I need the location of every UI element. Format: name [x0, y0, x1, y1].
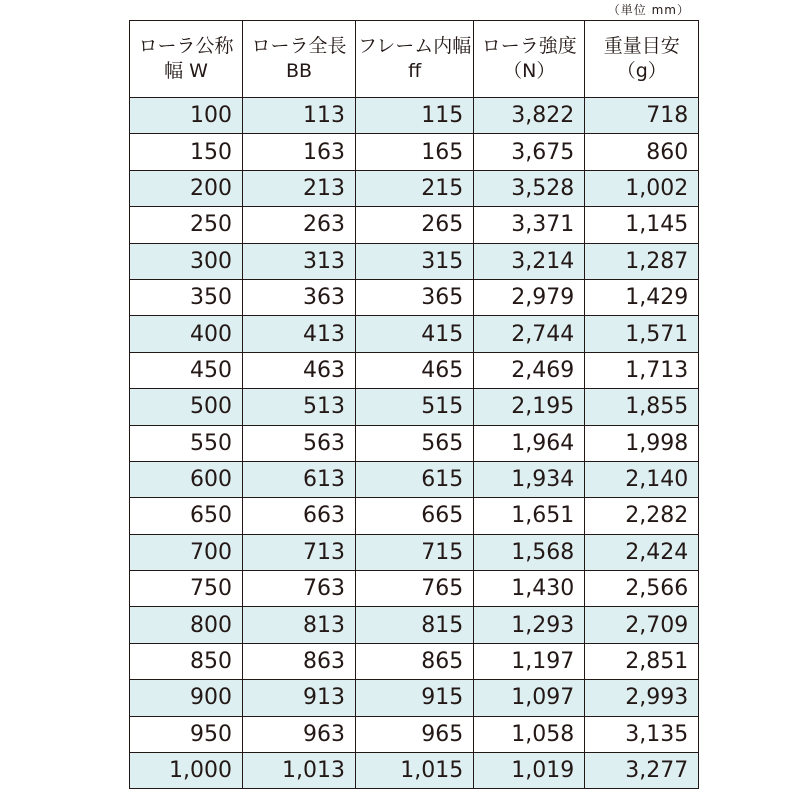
cell-weight: 3,277 — [585, 753, 699, 789]
cell-roller-strength: 1,430 — [474, 571, 585, 607]
header-roller-strength — [474, 21, 585, 98]
cell-nominal-width: 400 — [130, 316, 243, 352]
header-roller-length — [243, 21, 356, 98]
cell-roller-strength: 1,964 — [474, 425, 585, 461]
cell-frame-inner-width: 965 — [356, 716, 474, 752]
cell-weight: 1,571 — [585, 316, 699, 352]
table-row — [130, 571, 699, 607]
cell-nominal-width: 150 — [130, 134, 243, 170]
table-row — [130, 716, 699, 752]
table-row — [130, 134, 699, 170]
cell-roller-strength: 3,675 — [474, 134, 585, 170]
table-row — [130, 461, 699, 497]
header-weight — [585, 21, 699, 98]
cell-nominal-width: 350 — [130, 279, 243, 315]
cell-roller-strength: 1,097 — [474, 680, 585, 716]
table-row — [130, 534, 699, 570]
cell-weight: 860 — [585, 134, 699, 170]
cell-weight: 1,002 — [585, 170, 699, 206]
cell-roller-length: 813 — [243, 607, 356, 643]
cell-nominal-width: 250 — [130, 207, 243, 243]
cell-roller-length: 413 — [243, 316, 356, 352]
cell-nominal-width: 750 — [130, 571, 243, 607]
table-row — [130, 279, 699, 315]
header-line: ff — [408, 60, 422, 82]
cell-weight: 2,993 — [585, 680, 699, 716]
table-row — [130, 316, 699, 352]
cell-frame-inner-width: 415 — [356, 316, 474, 352]
cell-frame-inner-width: 165 — [356, 134, 474, 170]
cell-nominal-width: 200 — [130, 170, 243, 206]
cell-frame-inner-width: 215 — [356, 170, 474, 206]
header-line: 重量目安 — [603, 35, 680, 57]
cell-weight: 2,424 — [585, 534, 699, 570]
cell-weight: 1,429 — [585, 279, 699, 315]
cell-nominal-width: 450 — [130, 352, 243, 388]
cell-frame-inner-width: 515 — [356, 389, 474, 425]
cell-nominal-width: 900 — [130, 680, 243, 716]
cell-frame-inner-width: 815 — [356, 607, 474, 643]
cell-frame-inner-width: 465 — [356, 352, 474, 388]
header-nominal-width — [130, 21, 243, 98]
table-body — [130, 98, 699, 789]
cell-weight: 1,145 — [585, 207, 699, 243]
cell-weight: 1,287 — [585, 243, 699, 279]
cell-weight: 1,998 — [585, 425, 699, 461]
cell-roller-length: 213 — [243, 170, 356, 206]
cell-roller-strength: 2,979 — [474, 279, 585, 315]
table-row — [130, 498, 699, 534]
header-line: ローラ強度 — [481, 35, 577, 57]
table-row — [130, 389, 699, 425]
cell-roller-strength: 1,058 — [474, 716, 585, 752]
header-line: フレーム内幅 — [358, 35, 472, 57]
cell-frame-inner-width: 115 — [356, 98, 474, 134]
cell-weight: 2,851 — [585, 643, 699, 679]
header-line: 幅 W — [164, 60, 208, 82]
cell-frame-inner-width: 765 — [356, 571, 474, 607]
cell-nominal-width: 950 — [130, 716, 243, 752]
cell-weight: 2,140 — [585, 461, 699, 497]
cell-roller-length: 913 — [243, 680, 356, 716]
spec-table — [129, 20, 699, 789]
cell-roller-length: 613 — [243, 461, 356, 497]
cell-roller-strength: 1,651 — [474, 498, 585, 534]
cell-roller-strength: 1,293 — [474, 607, 585, 643]
cell-roller-length: 363 — [243, 279, 356, 315]
cell-roller-length: 713 — [243, 534, 356, 570]
cell-weight: 2,566 — [585, 571, 699, 607]
table-row — [130, 607, 699, 643]
cell-nominal-width: 600 — [130, 461, 243, 497]
cell-frame-inner-width: 715 — [356, 534, 474, 570]
header-line: BB — [285, 60, 313, 82]
cell-nominal-width: 550 — [130, 425, 243, 461]
table-row — [130, 207, 699, 243]
cell-weight: 1,713 — [585, 352, 699, 388]
cell-frame-inner-width: 315 — [356, 243, 474, 279]
cell-roller-length: 563 — [243, 425, 356, 461]
table-row — [130, 425, 699, 461]
cell-nominal-width: 1,000 — [130, 753, 243, 789]
cell-roller-strength: 1,568 — [474, 534, 585, 570]
cell-roller-strength: 3,214 — [474, 243, 585, 279]
cell-roller-length: 863 — [243, 643, 356, 679]
cell-frame-inner-width: 265 — [356, 207, 474, 243]
cell-weight: 3,135 — [585, 716, 699, 752]
cell-roller-strength: 2,469 — [474, 352, 585, 388]
cell-frame-inner-width: 865 — [356, 643, 474, 679]
table-row — [130, 643, 699, 679]
cell-weight: 718 — [585, 98, 699, 134]
header-line: （N） — [503, 60, 556, 82]
table-row — [130, 170, 699, 206]
cell-frame-inner-width: 615 — [356, 461, 474, 497]
cell-weight: 2,282 — [585, 498, 699, 534]
cell-roller-strength: 1,197 — [474, 643, 585, 679]
cell-roller-strength: 3,371 — [474, 207, 585, 243]
cell-weight: 2,709 — [585, 607, 699, 643]
table-row — [130, 243, 699, 279]
cell-roller-strength: 2,744 — [474, 316, 585, 352]
cell-frame-inner-width: 365 — [356, 279, 474, 315]
cell-frame-inner-width: 1,015 — [356, 753, 474, 789]
cell-roller-length: 963 — [243, 716, 356, 752]
table-row — [130, 680, 699, 716]
table-row — [130, 753, 699, 789]
cell-roller-strength: 1,934 — [474, 461, 585, 497]
unit-note: （単位 mm） — [607, 3, 690, 17]
cell-weight: 1,855 — [585, 389, 699, 425]
cell-nominal-width: 850 — [130, 643, 243, 679]
cell-roller-length: 663 — [243, 498, 356, 534]
cell-frame-inner-width: 665 — [356, 498, 474, 534]
cell-roller-length: 263 — [243, 207, 356, 243]
header-frame-inner-width — [356, 21, 474, 98]
table-row — [130, 352, 699, 388]
header-row — [130, 21, 699, 98]
cell-nominal-width: 500 — [130, 389, 243, 425]
cell-roller-length: 1,013 — [243, 753, 356, 789]
cell-nominal-width: 650 — [130, 498, 243, 534]
header-line: ローラ全長 — [251, 35, 347, 57]
table-row — [130, 98, 699, 134]
cell-roller-length: 113 — [243, 98, 356, 134]
cell-roller-strength: 1,019 — [474, 753, 585, 789]
cell-nominal-width: 700 — [130, 534, 243, 570]
cell-roller-strength: 2,195 — [474, 389, 585, 425]
cell-frame-inner-width: 565 — [356, 425, 474, 461]
cell-roller-strength: 3,822 — [474, 98, 585, 134]
cell-roller-length: 313 — [243, 243, 356, 279]
cell-roller-length: 763 — [243, 571, 356, 607]
header-line: ローラ公称 — [138, 35, 234, 57]
cell-frame-inner-width: 915 — [356, 680, 474, 716]
cell-roller-length: 513 — [243, 389, 356, 425]
cell-roller-length: 163 — [243, 134, 356, 170]
cell-nominal-width: 100 — [130, 98, 243, 134]
cell-nominal-width: 300 — [130, 243, 243, 279]
cell-roller-length: 463 — [243, 352, 356, 388]
header-line: （g） — [616, 60, 667, 82]
cell-roller-strength: 3,528 — [474, 170, 585, 206]
cell-nominal-width: 800 — [130, 607, 243, 643]
